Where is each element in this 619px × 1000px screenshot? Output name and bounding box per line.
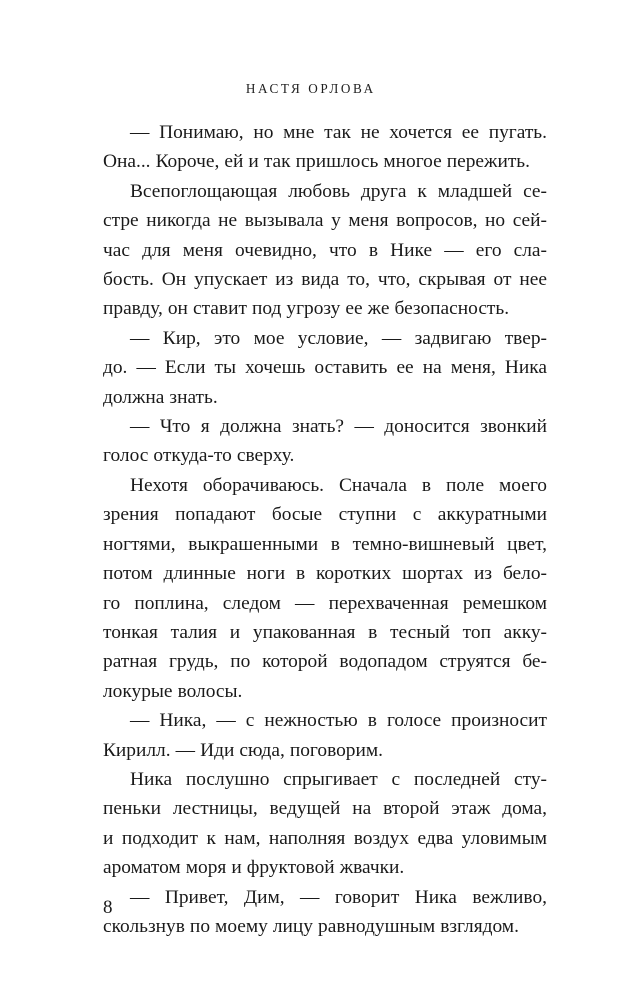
text-line: Нехотя оборачиваюсь. Сначала в поле моего [130,474,547,496]
text-line: — Кир, это мое условие, — задвигаю твер- [130,327,547,349]
text-line: — Привет, Дим, — говорит Ника вежливо, [130,886,547,908]
text-line: должна знать. [103,386,218,408]
paragraph [103,324,547,412]
paragraph [103,118,547,177]
page-number: 8 [103,897,113,918]
paragraph [103,706,547,765]
text-line: пеньки лестницы, ведущей на второй этаж дома, [103,798,547,820]
text-line: Она... Короче, ей и так пришлось многое пережить. [103,151,530,173]
text-line: Ника послушно спрыгивает с последней сту- [130,768,547,790]
text-line: тонкая талия и упакованная в тесный топ акку- [103,621,547,643]
text-line: до. — Если ты хочешь оставить ее на меня, Ника [103,357,547,379]
text-line: ногтями, выкрашенными в темно-вишневый цвет, [103,533,547,555]
paragraph [103,765,547,883]
text-line: потом длинные ноги в коротких шортах из бело- [103,563,547,585]
text-line: го поплина, следом — перехваченная ремешком [103,592,547,614]
paragraph [103,471,547,706]
text-line: ратная грудь, по которой водопадом струятся бе- [103,651,547,673]
text-line: Кирилл. — Иди сюда, поговорим. [103,739,383,761]
paragraph [103,412,547,471]
body-text-block [103,118,547,941]
text-line: — Ника, — с нежностью в голосе произносит [130,710,547,732]
text-line: зрения попадают босые ступни с аккуратными [103,504,547,526]
text-line: голос откуда-то сверху. [103,445,295,467]
text-line: Всепоглощающая любовь друга к младшей се- [130,180,547,202]
text-line: час для меня очевидно, что в Нике — его сла- [103,239,547,261]
text-line: стре никогда не вызывала у меня вопросов, но сей- [103,210,547,232]
text-line: скользнув по моему лицу равнодушным взглядом. [103,915,519,937]
text-line: и подходит к нам, наполняя воздух едва уловимым [103,827,547,849]
text-line: ароматом моря и фруктовой жвачки. [103,857,405,879]
text-line: — Понимаю, но мне так не хочется ее пугать. [130,122,547,143]
paragraph [103,177,547,324]
paragraph [103,883,547,942]
text-line: локурые волосы. [103,680,243,702]
text-line: — Что я должна знать? — доносится звонкий [130,416,547,438]
text-line: правду, он ставит под угрозу ее же безопасность. [103,298,510,320]
text-line: бость. Он упускает из вида то, что, скрывая от нее [103,269,547,291]
running-head: НАСТЯ ОРЛОВА [245,81,376,96]
